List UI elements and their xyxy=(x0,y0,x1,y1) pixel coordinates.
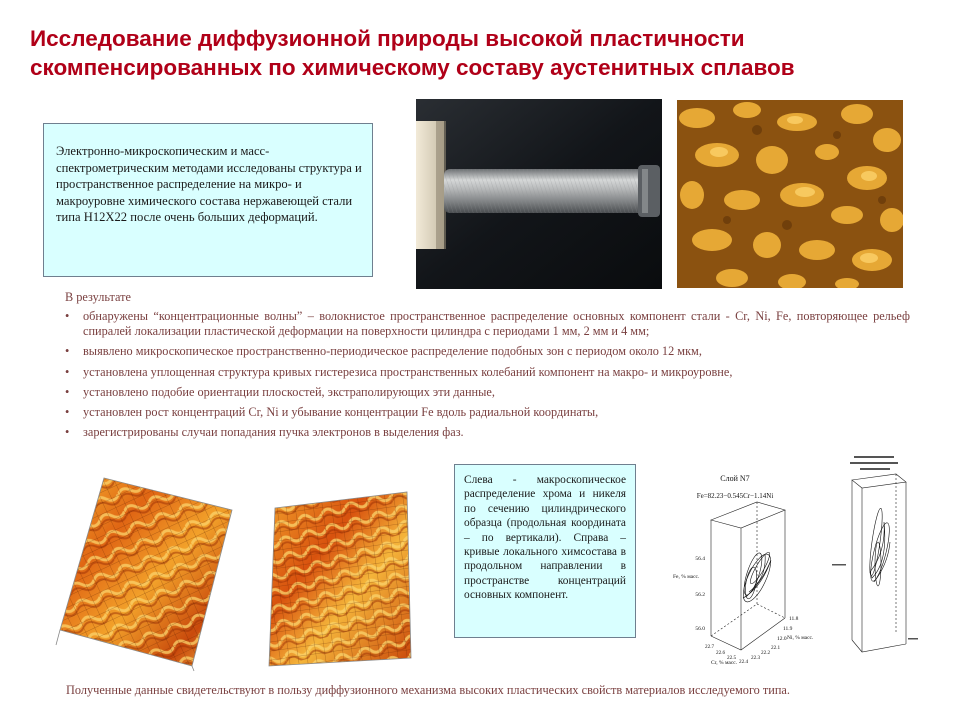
results-item xyxy=(65,425,910,440)
ni-axis-label: Ni, % масс. xyxy=(787,635,814,641)
graph-title: Слой N7 xyxy=(720,474,750,483)
surface-plot-1 xyxy=(54,470,242,672)
results-lead: В результате xyxy=(65,290,132,304)
results-item xyxy=(65,309,910,339)
results-item-text: установлена уплощенная структура кривых гистерезиса пространственных колебаний компонент на макро- и микроуровне, xyxy=(83,364,733,379)
graph-formula: Fe=82.23−0.545Cr−1.14Ni xyxy=(696,492,774,500)
intro-text-box xyxy=(43,123,373,277)
conclusion-text: Полученные данные свидетельствуют в пользу диффузионного механизма высоких пластических свойств материалов исследуемого типа. xyxy=(66,683,790,697)
fe-axis-label: Fe, % масс. xyxy=(673,574,700,580)
sample-cylinder-photo xyxy=(416,99,662,289)
nickel-distribution-surface xyxy=(265,488,415,674)
results-item-text: установлен рост концентраций Cr, Ni и убывание концентрации Fe вдоль радиальной координаты, xyxy=(83,405,599,420)
results-list xyxy=(65,309,910,440)
cr-tick: 22.5 xyxy=(727,655,737,661)
bullet-icon: • xyxy=(65,309,70,323)
cr-tick: 22.7 xyxy=(705,644,715,650)
hysteresis-graph-secondary xyxy=(830,452,920,664)
cr-tick: 22.2 xyxy=(761,650,771,656)
bullet-icon: • xyxy=(65,344,70,359)
cr-tick: 22.3 xyxy=(751,655,761,661)
title-line-2: скомпенсированных по химическому составу аустенитных сплавов xyxy=(30,55,795,80)
results-item xyxy=(65,344,910,359)
hysteresis-graph-svg xyxy=(665,468,825,668)
bullet-icon: • xyxy=(65,425,70,440)
bullet-icon: • xyxy=(65,384,70,399)
page-title xyxy=(30,24,930,82)
bullet-icon: • xyxy=(65,405,70,420)
title-line-1: Исследование диффузионной природы высокой пластичности xyxy=(30,26,745,51)
fe-tick: 56.0 xyxy=(695,626,705,632)
caption-text: Слева - макроскопическое распределение хрома и никеля по сечению цилиндрического образца (продольная координата – по вертикали). Справа – кривые локального химсостава в продольном направлении в пространстве концентраций основных компонент. xyxy=(464,474,626,602)
bullet-icon: • xyxy=(65,364,70,379)
results-item-text: зарегистрированы случаи попадания пучка электронов в выделения фаз. xyxy=(83,425,464,440)
results-item-text: выявлено микроскопическое пространственно-периодическое распределение подобных зон с периодом около 12 мкм, xyxy=(83,344,702,359)
results-section xyxy=(65,290,910,445)
ni-tick: 11.8 xyxy=(789,616,799,622)
results-item-text: обнаружены “концентрационные волны” – волокнистое пространственное распределение основных компонент стали - Cr, Ni, Fe, повторяющее рельеф спиралей локализации пластической деформации на поверхности цилиндра с периодами 1 мм, 2 мм и 4 мм; xyxy=(83,309,910,339)
cr-tick: 22.1 xyxy=(771,645,781,651)
fe-tick: 56.4 xyxy=(695,556,705,562)
cr-tick: 22.4 xyxy=(739,659,749,665)
sample-cylinder-image xyxy=(416,99,662,289)
micrograph-image xyxy=(677,100,903,288)
surface-plot-2 xyxy=(265,488,415,674)
cr-tick: 22.6 xyxy=(716,650,726,656)
secondary-graph-svg xyxy=(830,452,920,664)
chromium-distribution-surface xyxy=(54,470,242,672)
micrograph-photo xyxy=(677,100,903,288)
results-item xyxy=(65,405,910,420)
fe-tick: 56.2 xyxy=(695,592,705,598)
results-item-text: установлено подобие ориентации плоскостей, экстраполирующих эти данные, xyxy=(83,384,495,399)
intro-text: Электронно-микроскопическим и масс-спектрометрическим методами исследованы структура и пространственное распределение на микро- и макроуровне химического состава нержавеющей стали типа Н12Х22 после очень больших деформаций. xyxy=(56,144,362,224)
hysteresis-graph-layer7 xyxy=(665,468,825,668)
results-item xyxy=(65,365,910,380)
cr-axis-label: Cr, % масс. xyxy=(711,660,738,666)
ni-tick: 11.9 xyxy=(783,626,793,632)
ni-tick: 12.0 xyxy=(777,636,787,642)
results-item xyxy=(65,385,910,400)
caption-text-box xyxy=(454,464,636,638)
